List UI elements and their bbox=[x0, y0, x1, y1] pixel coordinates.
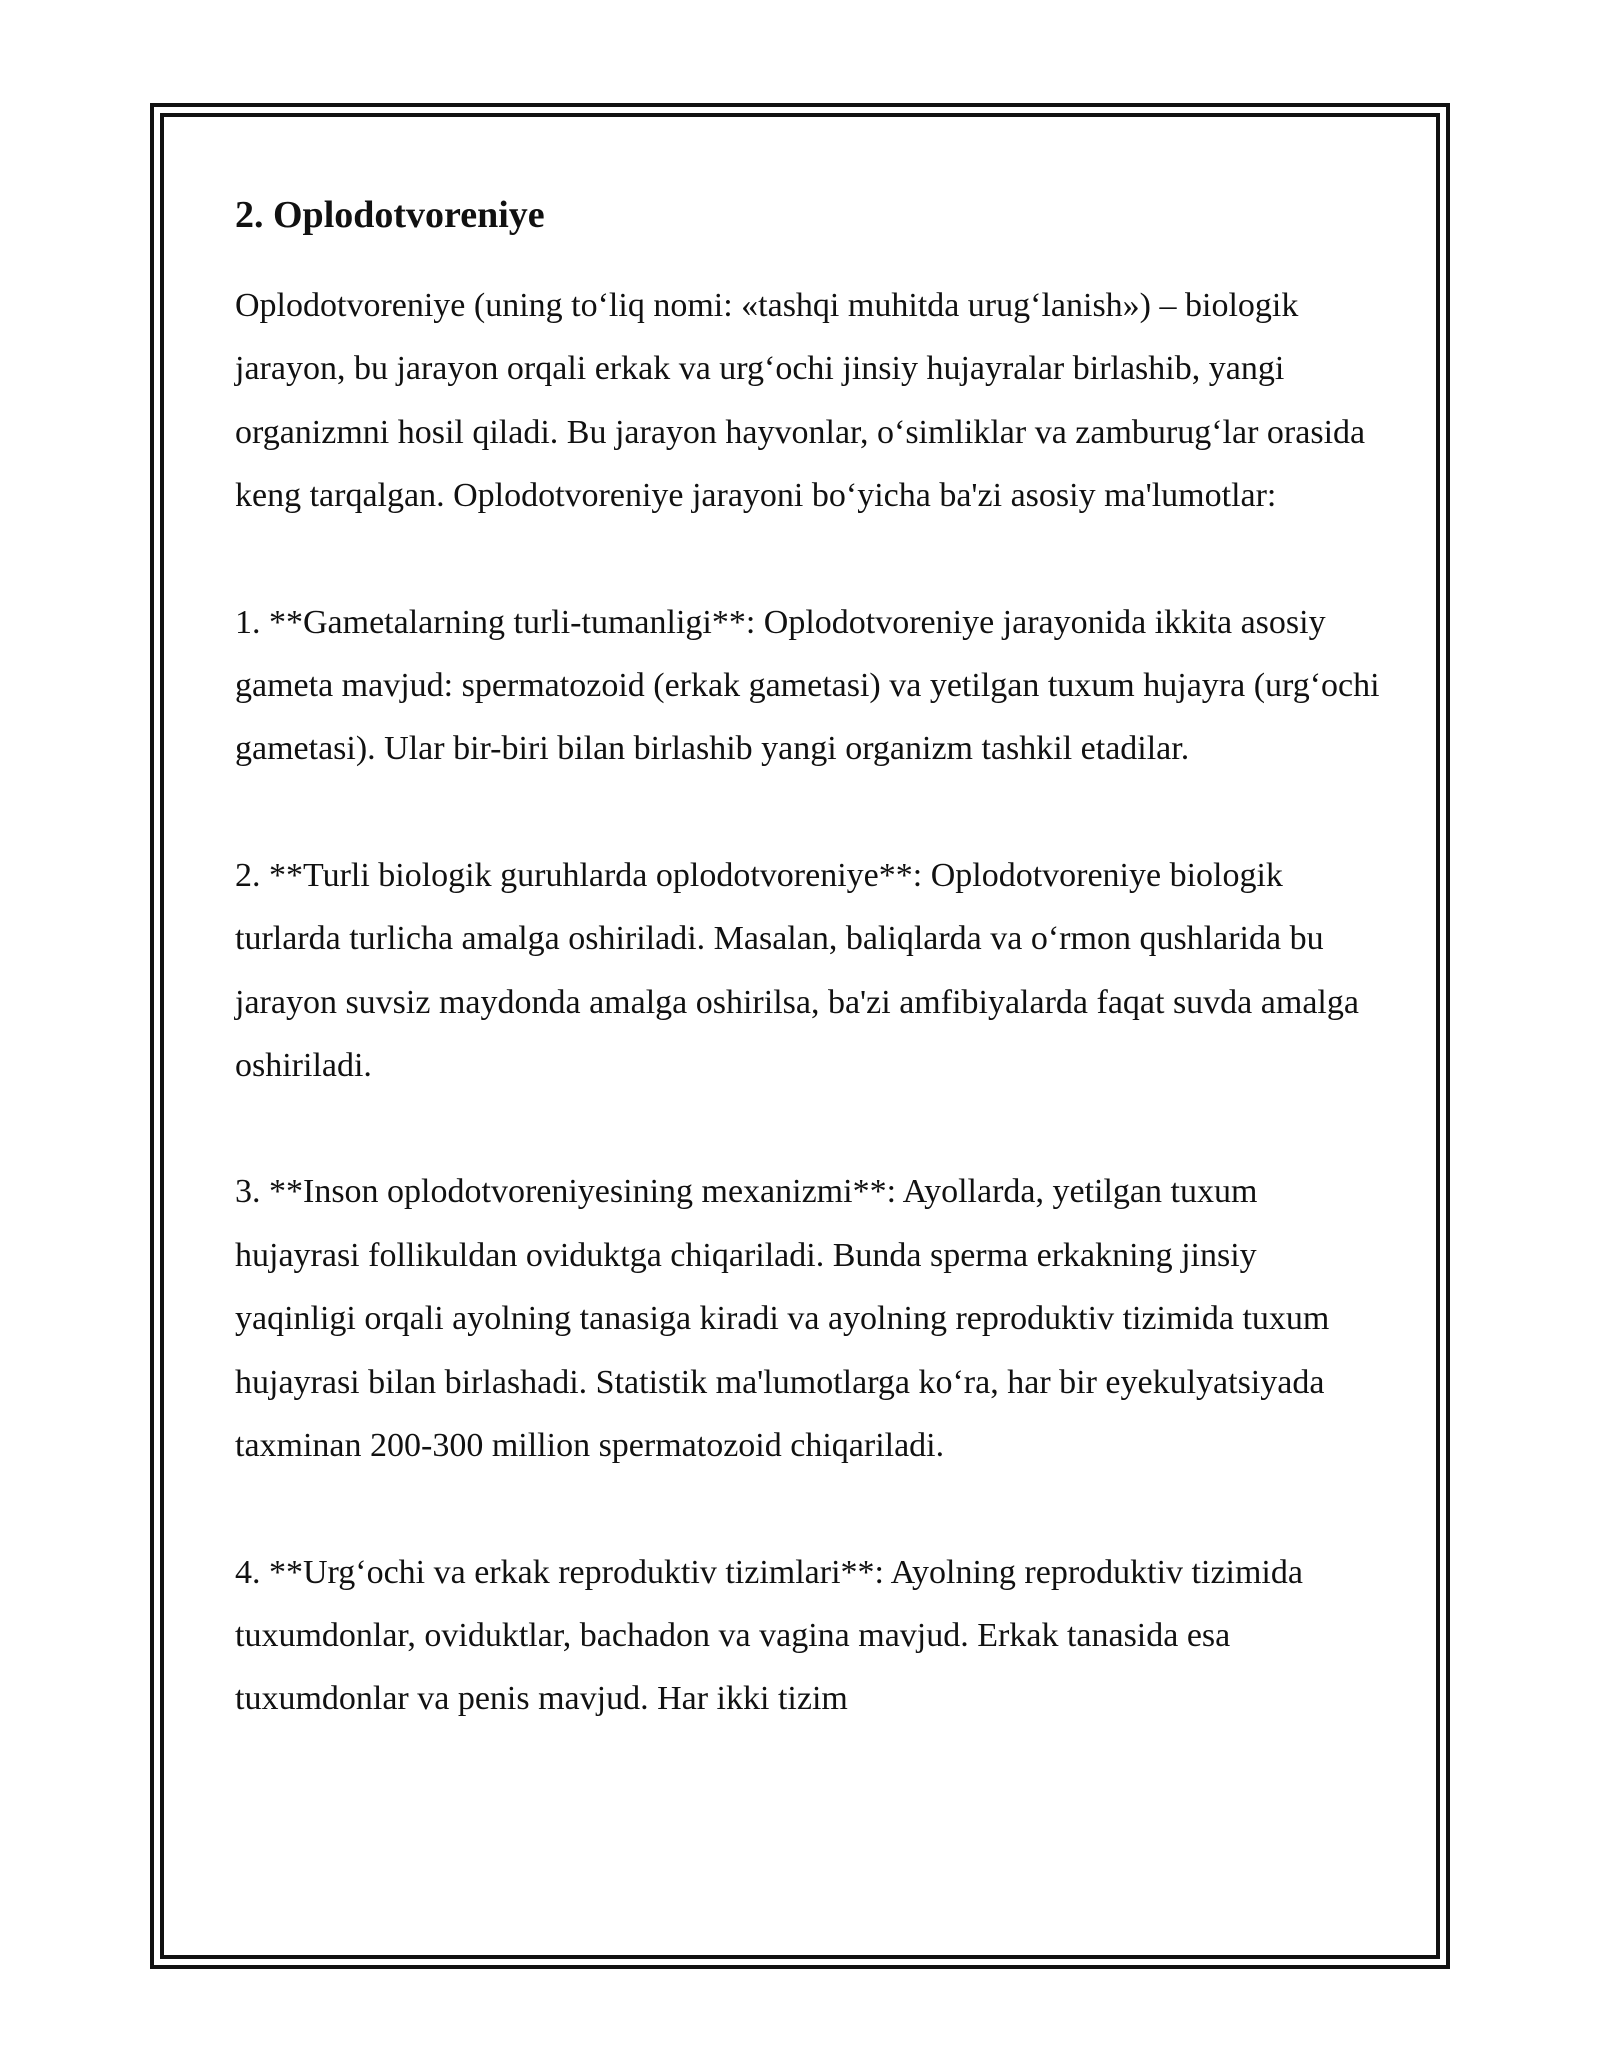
document-body bbox=[235, 186, 1389, 1731]
list-item-human-mechanism: 3. **Inson oplodotvoreniyesining mexanizmi**: Ayollarda, yetilgan tuxum hujayrasi follikuldan oviduktga chiqariladi. Bunda sperma erkakning jinsiy yaqinligi orqali ayolning tanasiga kiradi va ayolning reproduktiv tizimida tuxum hujayrasi bilan birlashadi. Statistik ma'lumotlarga ko‘ra, har bir eyekulyatsiyada taxminan 200-300 million spermatozoid chiqariladi. bbox=[235, 1173, 1338, 1465]
list-item-biological-groups: 2. **Turli biologik guruhlarda oplodotvoreniye**: Oplodotvoreniye biologik turlarda turlicha amalga oshiriladi. Masalan, baliqlarda va o‘rmon qushlarida bu jarayon suvsiz maydonda amalga oshirilsa, ba'zi amfibiyalarda faqat suvda amalga oshiriladi. bbox=[235, 856, 1368, 1085]
list-item-reproductive-systems: 4. **Urg‘ochi va erkak reproduktiv tizimlari**: Ayolning reproduktiv tizimida tuxumdonlar, oviduktlar, bachadon va vagina mavjud. Erkak tanasida esa tuxumdonlar va penis mavjud. Har ikki tizim bbox=[235, 1553, 1312, 1718]
section-heading: 2. Oplodotvoreniye bbox=[235, 194, 545, 236]
list-item-gametes: 1. **Gametalarning turli-tumanligi**: Oplodotvoreniye jarayonida ikkita asosiy gameta mavjud: spermatozoid (erkak gametasi) va yetilgan tuxum hujayra (urg‘ochi gametasi). Ular bir-biri bilan birlashib yangi organizm tashkil etadilar. bbox=[235, 603, 1389, 768]
intro-paragraph: Oplodotvoreniye (uning to‘liq nomi: «tashqi muhitda urug‘lanish») – biologik jarayon, bu jarayon orqali erkak va urg‘ochi jinsiy hujayralar birlashib, yangi organizmni hosil qiladi. Bu jarayon hayvonlar, o‘simliklar va zamburug‘lar orasida keng tarqalgan. Oplodotvoreniye jarayoni bo‘yicha ba'zi asosiy ma'lumotlar: bbox=[235, 287, 1374, 515]
